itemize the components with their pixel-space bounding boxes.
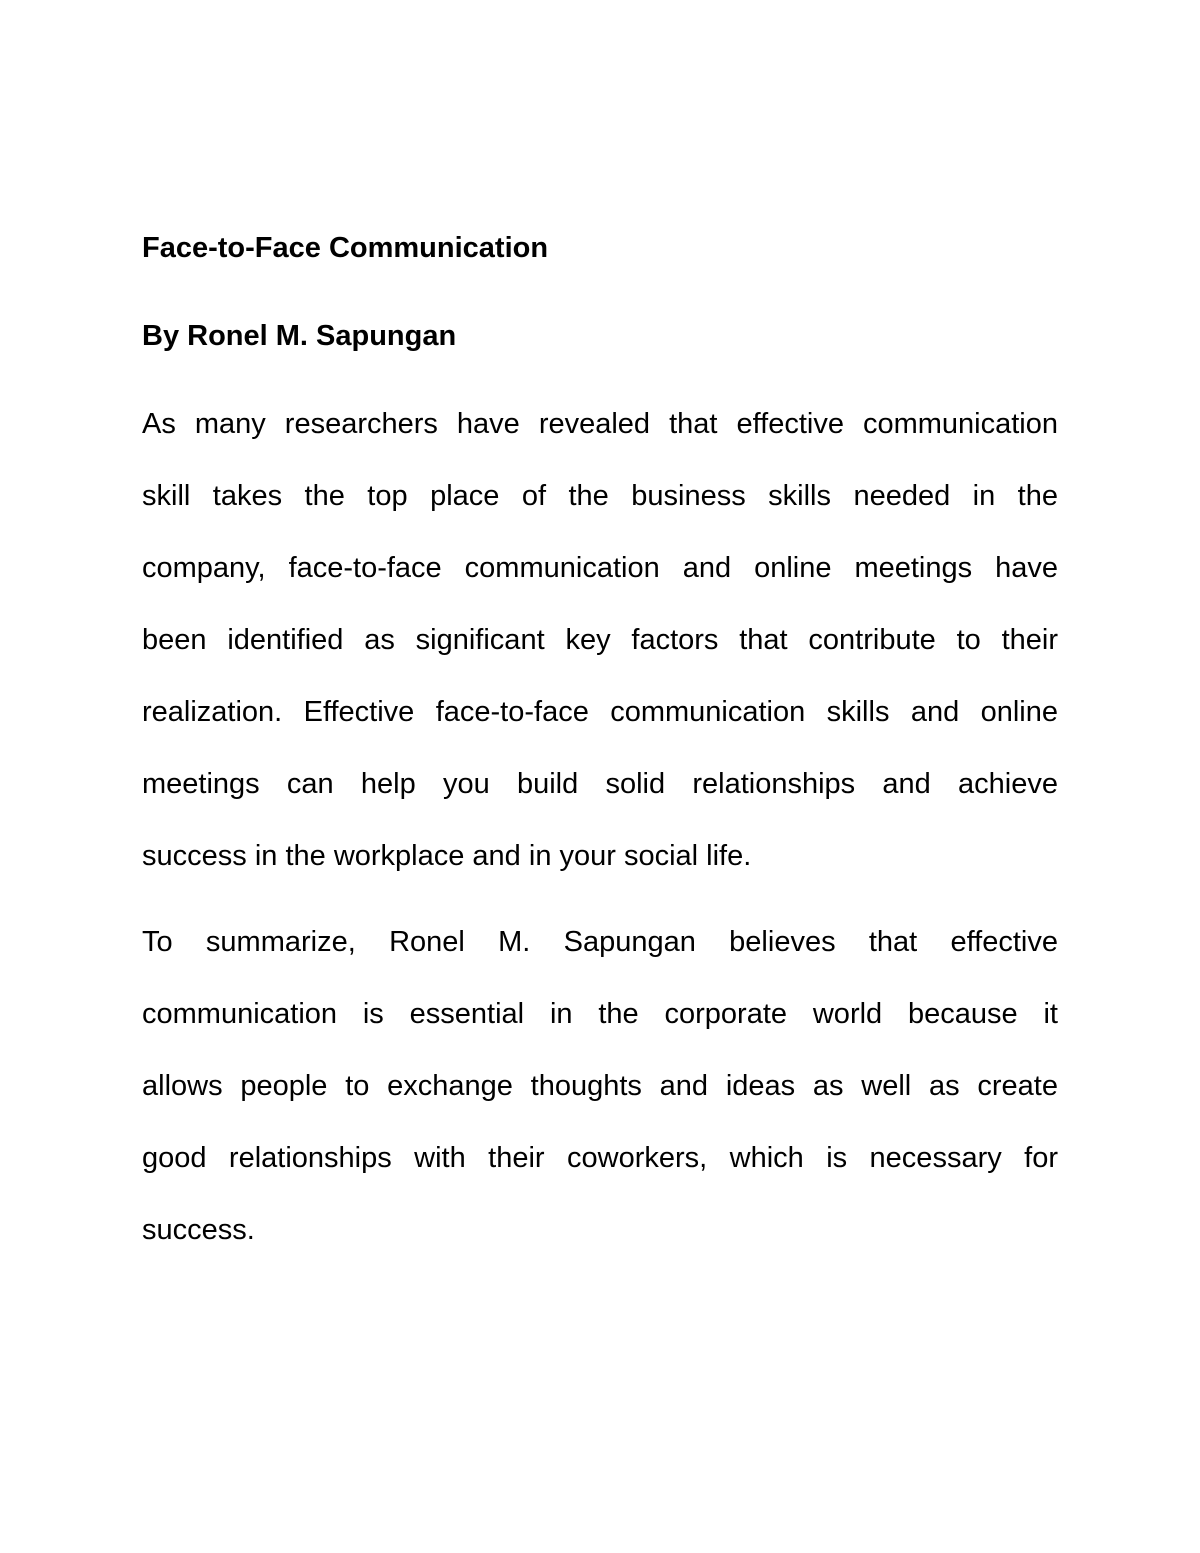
paragraph-line: skill takes the top place of the business skills needed in the	[142, 480, 1058, 512]
paragraph-line: been identified as significant key factors that contribute to their	[142, 624, 1058, 656]
body-paragraph-2	[142, 906, 1058, 1266]
paragraph-line: success in the workplace and in your social life.	[142, 840, 752, 872]
body-paragraph-1	[142, 388, 1058, 892]
paragraph-line: communication is essential in the corporate world because it	[142, 998, 1058, 1030]
paragraph-line: allows people to exchange thoughts and ideas as well as create	[142, 1070, 1058, 1102]
paragraph-line: meetings can help you build solid relationships and achieve	[142, 768, 1058, 800]
paragraph-line: To summarize, Ronel M. Sapungan believes that effective	[142, 926, 1058, 958]
paragraph-line: realization. Effective face-to-face communication skills and online	[142, 696, 1058, 728]
paragraph-line: success.	[142, 1214, 255, 1246]
paragraph-line: As many researchers have revealed that effective communication	[142, 408, 1058, 440]
document-title: Face-to-Face Communication	[142, 232, 549, 264]
paragraph-line: good relationships with their coworkers, which is necessary for	[142, 1142, 1058, 1174]
document-byline: By Ronel M. Sapungan	[142, 320, 457, 352]
paragraph-line: company, face-to-face communication and online meetings have	[142, 552, 1058, 584]
